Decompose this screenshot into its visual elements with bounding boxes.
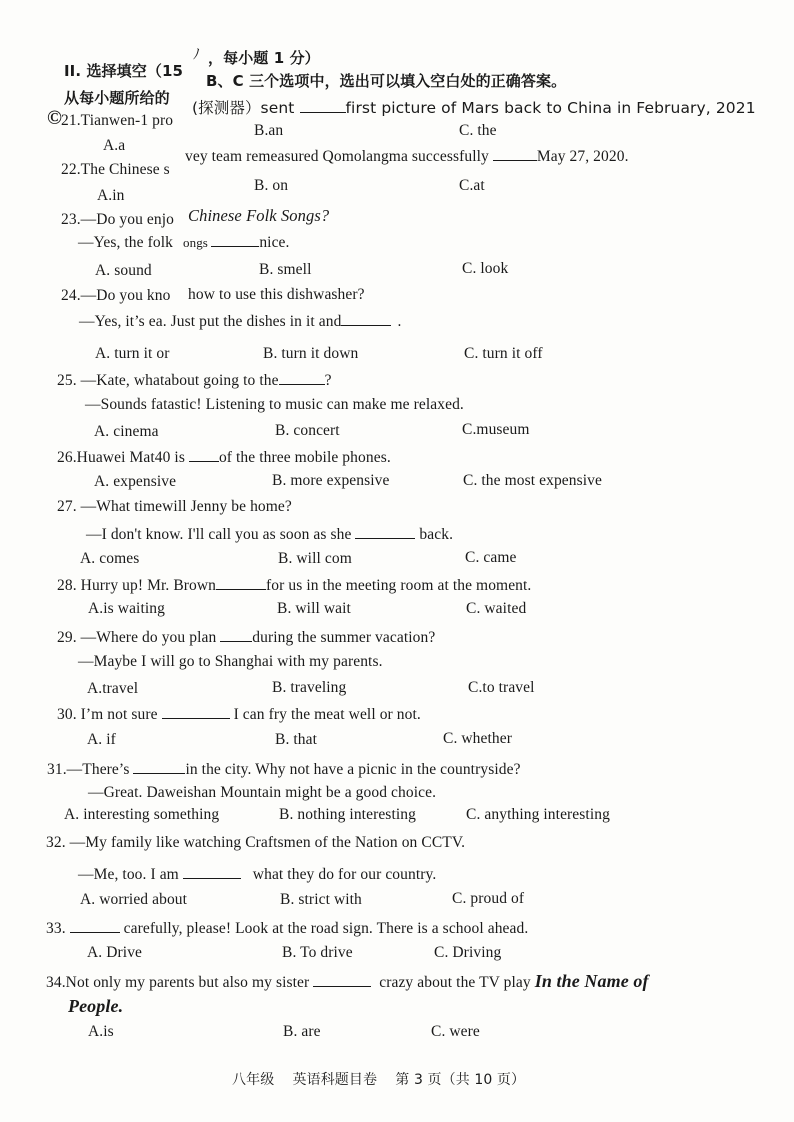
question-23-option-a: A. sound	[95, 262, 152, 279]
question-26-option-a: A. expensive	[94, 473, 177, 490]
question-30-blank	[162, 704, 230, 719]
question-32-option-a: A. worried about	[80, 891, 188, 908]
question-28-stem-b: for us in the meeting room at the moment.	[266, 577, 532, 594]
fold-mark: ﾉ	[193, 48, 201, 63]
question-28-blank	[216, 575, 266, 590]
question-31-blank	[133, 759, 185, 774]
question-29-stem-a: 29. —Where do you plan	[57, 629, 221, 646]
question-23-line2	[78, 234, 173, 252]
question-22-option-b: B. on	[254, 177, 289, 194]
question-31-option-a: A. interesting something	[64, 806, 220, 823]
question-32-stem: 32. —My family like watching Craftsmen of the Nation on CCTV.	[46, 834, 466, 851]
question-22-stem-a: 22.The Chinese s	[61, 161, 170, 178]
question-30-option-a: A. if	[87, 731, 116, 748]
question-24-option-b: B. turn it down	[263, 345, 359, 362]
question-27-line2-b: back.	[415, 526, 454, 543]
question-28-option-b: B. will wait	[277, 600, 351, 617]
question-31-stem	[47, 759, 521, 779]
question-24-line2-b: . Just put the dishes in it and	[162, 313, 342, 330]
section-title-right: ，每小题 1 分）	[208, 49, 320, 67]
question-33-blank	[70, 918, 120, 933]
question-22-stem-b-text: vey team remeasured Qomolangma successfully	[185, 148, 493, 165]
question-25-line2	[85, 396, 464, 414]
question-33-option-b: B. To drive	[282, 944, 353, 961]
question-23-option-b: B. smell	[259, 261, 312, 278]
question-27-line2-a: —I don't know. I'll call you as soon as she	[86, 526, 356, 543]
question-24-line2	[79, 311, 401, 331]
question-23-stem-a: 23.—Do you enjo	[61, 211, 175, 228]
question-24-line2-c: .	[397, 313, 402, 330]
question-30-option-c: C. whether	[443, 730, 513, 747]
question-23-line2-c: nice.	[259, 234, 290, 251]
question-25-line2-a: —Sounds fa	[85, 396, 164, 413]
question-32-blank	[183, 864, 241, 879]
question-34-blank	[313, 972, 371, 987]
question-34-option-b: B. are	[283, 1023, 321, 1040]
section-title	[64, 60, 183, 81]
question-23-line2-rest	[183, 232, 290, 252]
question-25-stem-a: 25. —Kate, what	[57, 372, 165, 389]
question-34-option-a: A.is	[88, 1023, 114, 1040]
question-26-option-b: B. more expensive	[272, 472, 390, 489]
section-instruction-right: B、C 三个选项中，选出可以填入空白处的正确答案。	[206, 72, 567, 90]
question-22-stem-b	[185, 146, 629, 166]
question-25-option-c: C.museum	[462, 421, 530, 438]
question-34-stem-a: 34.Not only my parents but also my sister	[46, 974, 314, 991]
question-31-option-b: B. nothing interesting	[279, 806, 416, 823]
question-21-blank	[300, 98, 346, 113]
question-28-stem-a: 28. Hurry up! Mr. Brown	[57, 577, 217, 594]
question-24-stem-b: how to use this dishwasher?	[188, 286, 365, 303]
question-34-stem-b: crazy about the TV play	[375, 974, 535, 991]
question-21-option-a: A.a	[103, 137, 126, 154]
question-27-option-c: C. came	[465, 549, 517, 566]
margin-mark: ©	[47, 107, 63, 129]
question-21-stem-c: first picture of Mars back to China in February, 2021	[345, 99, 756, 117]
question-25-option-a: A. cinema	[94, 423, 159, 440]
question-34-line2: People.	[68, 996, 124, 1016]
question-23-line2-b: ongs	[183, 235, 212, 250]
question-27-line2	[86, 524, 453, 544]
question-32-line2-a: —Me, too. I am	[78, 866, 183, 883]
question-33-option-a: A. Drive	[87, 944, 143, 961]
question-27-option-a: A. comes	[80, 550, 140, 567]
question-24-blank	[341, 311, 391, 326]
question-32-line2	[78, 864, 436, 884]
question-26-option-c: C. the most expensive	[463, 472, 602, 489]
question-21-stem-b-text: (探测器）sent	[192, 99, 300, 117]
question-33-stem-b: carefully, please! Look at the road sign. There is a school ahead.	[119, 920, 529, 937]
section-title-left: II. 选择填空（15	[64, 62, 184, 80]
question-29-option-b: B. traveling	[272, 679, 347, 696]
question-34-tv-play-title: In the Name of	[534, 971, 649, 991]
page-footer: 八年级 英语科题目卷 第 3 页（共 10 页）	[232, 1072, 526, 1088]
question-26-stem	[57, 447, 391, 467]
question-25-option-b: B. concert	[275, 422, 340, 439]
question-26-blank	[189, 447, 219, 462]
question-23-blank	[211, 232, 259, 247]
question-23-option-c: C. look	[462, 260, 509, 277]
question-25-blank	[279, 370, 325, 385]
question-25-line2-b: tastic! Listening to music can make me relaxed.	[163, 396, 464, 413]
question-21-option-c: C. the	[459, 122, 497, 139]
question-30-option-b: B. that	[275, 731, 318, 748]
question-30-stem	[57, 704, 421, 724]
question-21-stem-a: 21.Tianwen-1 pro	[61, 112, 174, 129]
question-32-option-c: C. proud of	[452, 890, 525, 907]
question-28-option-c: C. waited	[466, 600, 527, 617]
question-26-stem-a: 26.Huawei Mat	[57, 449, 155, 466]
question-26-stem-b: 40 is	[154, 449, 189, 466]
question-23-stem-b: Chinese Folk Songs?	[188, 206, 330, 225]
question-33-option-c: C. Driving	[434, 944, 502, 961]
question-33-stem	[46, 918, 528, 938]
question-27-stem-b: will Jenny be home?	[162, 498, 292, 515]
question-31-option-c: C. anything interesting	[466, 806, 610, 823]
question-29-stem-b: during the summer vacation?	[252, 629, 436, 646]
question-29-blank	[220, 627, 252, 642]
question-29-option-c: C.to travel	[468, 679, 535, 696]
question-23-line2-a: —Yes, the folk	[78, 234, 173, 251]
question-26-stem-c: of the three mobile phones.	[218, 449, 391, 466]
question-27-stem	[57, 498, 292, 516]
question-29-stem	[57, 627, 435, 647]
question-24-option-c: C. turn it off	[464, 345, 543, 362]
question-34-option-c: C. were	[431, 1023, 480, 1040]
question-34-stem	[46, 971, 649, 992]
question-25-stem	[57, 370, 332, 390]
question-22-stem-c: May 27, 2020.	[536, 148, 629, 165]
question-22-option-c: C.at	[459, 177, 485, 194]
question-22-option-a: A.in	[97, 187, 125, 204]
question-32-option-b: B. strict with	[280, 891, 362, 908]
question-30-stem-a: 30. I’m not sure	[57, 706, 162, 723]
question-31-line2: —Great. Daweishan Mountain might be a good choice.	[88, 784, 437, 801]
question-27-stem-a: 27. —What time	[57, 498, 163, 515]
question-29-option-a: A.travel	[87, 680, 139, 697]
question-30-stem-b: I can fry the meat well or not.	[229, 706, 421, 723]
question-32-line2-b: what they do for our country.	[248, 866, 437, 883]
question-29-line2: —Maybe I will go to Shanghai with my parents.	[78, 653, 383, 670]
question-22-blank	[493, 146, 537, 161]
question-24-stem-a: 24.—Do you kno	[61, 287, 171, 304]
section-instruction-left: 从每小题所给的	[64, 89, 170, 107]
question-25-stem-c: ?	[324, 372, 332, 389]
question-25-stem-b: about going to the	[164, 372, 279, 389]
question-24-option-a: A. turn it or	[95, 345, 170, 362]
question-28-option-a: A.is waiting	[88, 600, 165, 617]
question-31-stem-b: in the city. Why not have a picnic in the countryside?	[185, 761, 521, 778]
question-31-stem-a: 31.—There’s	[47, 761, 134, 778]
question-21-stem-b	[192, 96, 756, 118]
question-27-blank	[355, 524, 415, 539]
question-21-option-b: B.an	[254, 122, 284, 139]
question-33-stem-a: 33.	[46, 920, 70, 937]
question-28-stem	[57, 575, 531, 595]
question-24-line2-a: —Yes, it’s ea	[79, 313, 163, 330]
question-27-option-b: B. will com	[278, 550, 352, 567]
